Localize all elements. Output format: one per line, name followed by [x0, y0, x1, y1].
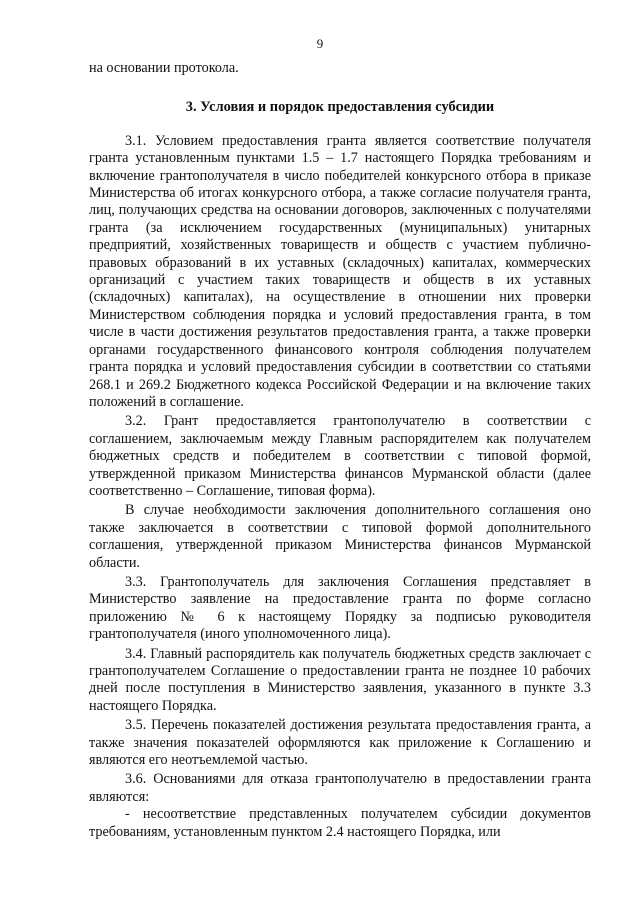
paragraph-3-6: 3.6. Основаниями для отказа грантополучателю в предоставлении гранта являются: [89, 771, 591, 805]
page-number: 9 [316, 36, 324, 51]
document-body [89, 60, 591, 841]
paragraph-additional-agreement: В случае необходимости заключения дополнительного соглашения оно также заключается в соответствии с типовой формой дополнительного соглашения, утвержденной приказом Министерства финансов Мурманской области. [89, 502, 591, 571]
list-item-refusal-reason: - несоответствие представленных получателем субсидии документов требованиям, установленным пунктом 2.4 настоящего Порядка, или [89, 806, 591, 840]
paragraph-3-1: 3.1. Условием предоставления гранта является соответствие получателя гранта установленным пунктами 1.5 – 1.7 настоящего Порядка требованиям и включение грантополучателя в число победителей конкурсного отбора в приказе Министерства об итогах конкурсного отбора, а также согласие получателя гранта, лиц, получающих средства на основании договоров, заключенных с получателями гранта (за исключением государственных (муниципальных) унитарных предприятий, хозяйственных товариществ и обществ с участием публично-правовых образований в их уставных (складочных) капиталах, коммерческих организаций с участием таких товариществ и обществ в их уставных (складочных) капиталах), на осуществление в отношении них проверки Министерством соблюдения порядка и условий предоставления гранта, в том числе в части достижения результатов предоставления гранта, а также проверки органами государственного финансового контроля соблюдения получателем гранта порядка и условий предоставления субсидии в соответствии со статьями 268.1 и 269.2 Бюджетного кодекса Российской Федерации и на включение таких положений в соглашение. [89, 132, 591, 410]
paragraph-3-2: 3.2. Грант предоставляется грантополучателю в соответствии с соглашением, заключаемым между Главным распорядителем как получателем бюджетных средств и победителем в соответствии с типовой формой, утвержденной приказом Министерства финансов Мурманской области (далее соответственно – Соглашение, типовая форма). [89, 413, 591, 499]
paragraph-3-5: 3.5. Перечень показателей достижения результата предоставления гранта, а также значения показателей оформляются как приложение к Соглашению и являются его неотъемлемой частью. [89, 717, 591, 769]
paragraph-3-4: 3.4. Главный распорядитель как получатель бюджетных средств заключает с грантополучателем Соглашение о предоставлении гранта не позднее 10 рабочих дней после поступления в Министерство заявления, указанного в пункте 3.3 настоящего Порядка. [89, 645, 591, 714]
section-heading: 3. Условия и порядок предоставления субсидии [185, 99, 495, 116]
lead-line: на основании протокола. [89, 60, 239, 76]
paragraph-3-3: 3.3. Грантополучатель для заключения Соглашения представляет в Министерство заявление на предоставление гранта по форме согласно приложению № 6 к настоящему Порядку за подписью руководителя грантополучателя (иного уполномоченного лица). [89, 573, 591, 643]
